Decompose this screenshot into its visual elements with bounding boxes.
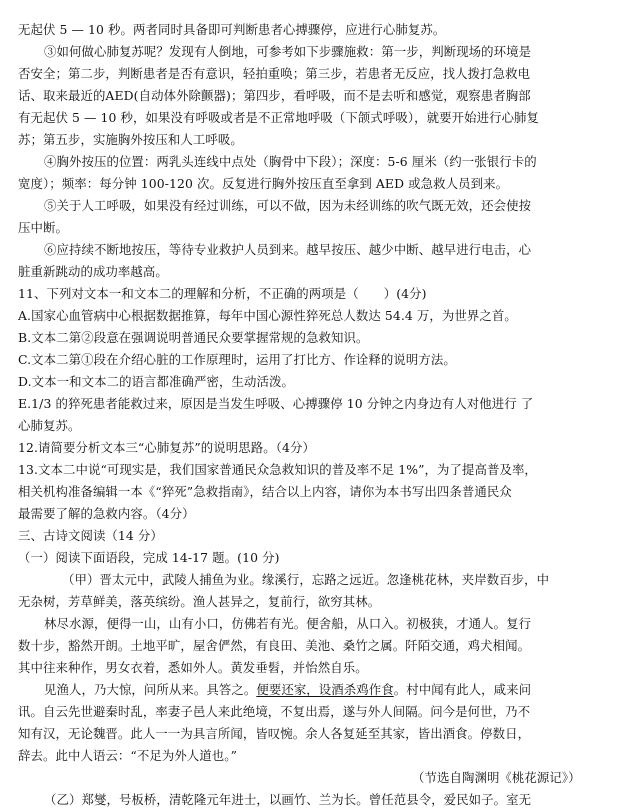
text-line: 无杂树，芳草鲜美，落英缤纷。渔人甚异之，复前行，欲穷其林。: [18, 594, 381, 609]
text-line: C.文本二第①段在介绍心脏的工作原理时，运用了打比方、作诠释的说明方法。: [18, 352, 456, 367]
text-line: 相关机构准备编辑一本《“猝死”急救指南》，结合以上内容，请你为本书写出四条普通民众: [18, 484, 512, 499]
text-line: 压中断。: [18, 220, 68, 235]
text-line: [44, 682, 531, 698]
text-line: 最需要了解的急救内容。（4分）: [18, 506, 195, 521]
text-line: 心肺复苏。: [18, 418, 81, 433]
underlined-sentence: 便要还家，设酒杀鸡作食: [256, 682, 394, 697]
text-line: 13.文本二中说“可现实是，我们国家普通民众急救知识的普及率不足 1%”，为了提高普及率，: [18, 462, 537, 477]
text-line: 脏重新跳动的成功率越高。: [18, 264, 168, 279]
text-line: 知有汉，无论魏晋。此人一一为具言所闻，皆叹惋。余人各复延至其家，皆出酒食。停数日，: [18, 726, 531, 741]
text-line: ③如何做心肺复苏呢？发现有人倒地，可参考如下步骤施救：第一步，判断现场的环境是: [44, 44, 532, 59]
text-line: 辞去。此中人语云：“不足为外人道也。”: [18, 748, 238, 763]
text-line: D.文本一和文本二的语言都准确严密，生动活泼。: [18, 374, 294, 389]
text-line: ⑥应持续不断地按压，等待专业救护人员到来。越早按压、越少中断、越早进行电击，心: [44, 242, 532, 257]
text-line: 讯。自云先世避秦时乱，率妻子邑人来此绝境，不复出焉，遂与外人间隔。问今是何世，乃不: [18, 704, 531, 719]
text-line: ④胸外按压的位置：两乳头连线中点处（胸骨中下段）；深度：5-6 厘米（约一张银行卡的: [44, 154, 537, 169]
text-line: E.1/3 的猝死患者能救过来，原因是当发生呼吸、心搏骤停 10 分钟之内身边有人对他进行 了: [18, 396, 534, 411]
text-segment: 见渔人，乃大惊，问所从来。具答之。: [44, 682, 257, 697]
text-line: 有无起伏 5 — 10 秒，如果没有呼吸或者是不正常地呼吸（下颌式呼吸），就要开始进行心肺复: [18, 110, 540, 125]
text-line: B.文本二第②段意在强调说明普通民众要掌握常规的急救知识。: [18, 330, 369, 345]
text-line: 苏；第五步，实施胸外按压和人工呼吸。: [18, 132, 243, 147]
text-line-yi-passage: [44, 792, 531, 808]
text-line: 11、下列对文本一和文本二的理解和分析，不正确的两项是（ ）(4分): [18, 286, 427, 301]
text-line: （节选自陶渊明《桃花源记》）: [412, 770, 581, 785]
text-line: 无起伏 5 — 10 秒。两者同时具备即可判断患者心搏骤停，应进行心肺复苏。: [18, 22, 446, 37]
text-line: 否安全；第二步，判断患者是否有意识，轻拍重唤；第三步，若患者无反应，找人拨打急救电: [18, 66, 531, 81]
text-line: 数十步，豁然开朗。土地平旷，屋舍俨然，有良田、美池、桑竹之属。阡陌交通，鸡犬相闻。: [18, 638, 531, 653]
text-line: 12.请简要分析文本三“心肺复苏”的说明思路。（4分）: [18, 440, 315, 455]
text-line: 三、古诗文阅读（14 分）: [18, 528, 163, 543]
text-line: ⑤关于人工呼吸，如果没有经过训练，可以不做，因为未经训练的吹气既无效，还会使按: [44, 198, 532, 213]
text-line: A.国家心血管病中心根据数据推算，每年中国心源性猝死总人数达 54.4 万，为世界之首。: [18, 308, 517, 323]
text-line: （甲）晋太元中，武陵人捕鱼为业。缘溪行，忘路之远近。忽逢桃花林，夹岸数百步，中: [62, 572, 550, 587]
text-segment: 。村中闻有此人，咸来问: [393, 682, 532, 697]
text-line: （一）阅读下面语段，完成 14-17 题。(10 分): [18, 550, 280, 565]
yi-passage-part-1: （乙）郑燮，号板桥，清乾隆元年进士，以画竹、兰为长。曾任范县令，爱民如子。室无: [44, 792, 532, 807]
text-line: 话、取来最近的AED(自动体外除颤器)；第四步，看呼吸，而不是去听和感觉，观察患者胸部: [18, 88, 531, 103]
text-line: 其中往来种作，男女衣着，悉如外人。黄发垂髫，并怡然自乐。: [18, 660, 368, 675]
text-line: 林尽水源，便得一山，山有小口，仿佛若有光。便舍船，从口入。初极狭，才通人。复行: [44, 616, 532, 631]
text-line: 宽度）；频率：每分钟 100-120 次。反复进行胸外按压直至拿到 AED 或急救人员到来。: [18, 176, 509, 191]
